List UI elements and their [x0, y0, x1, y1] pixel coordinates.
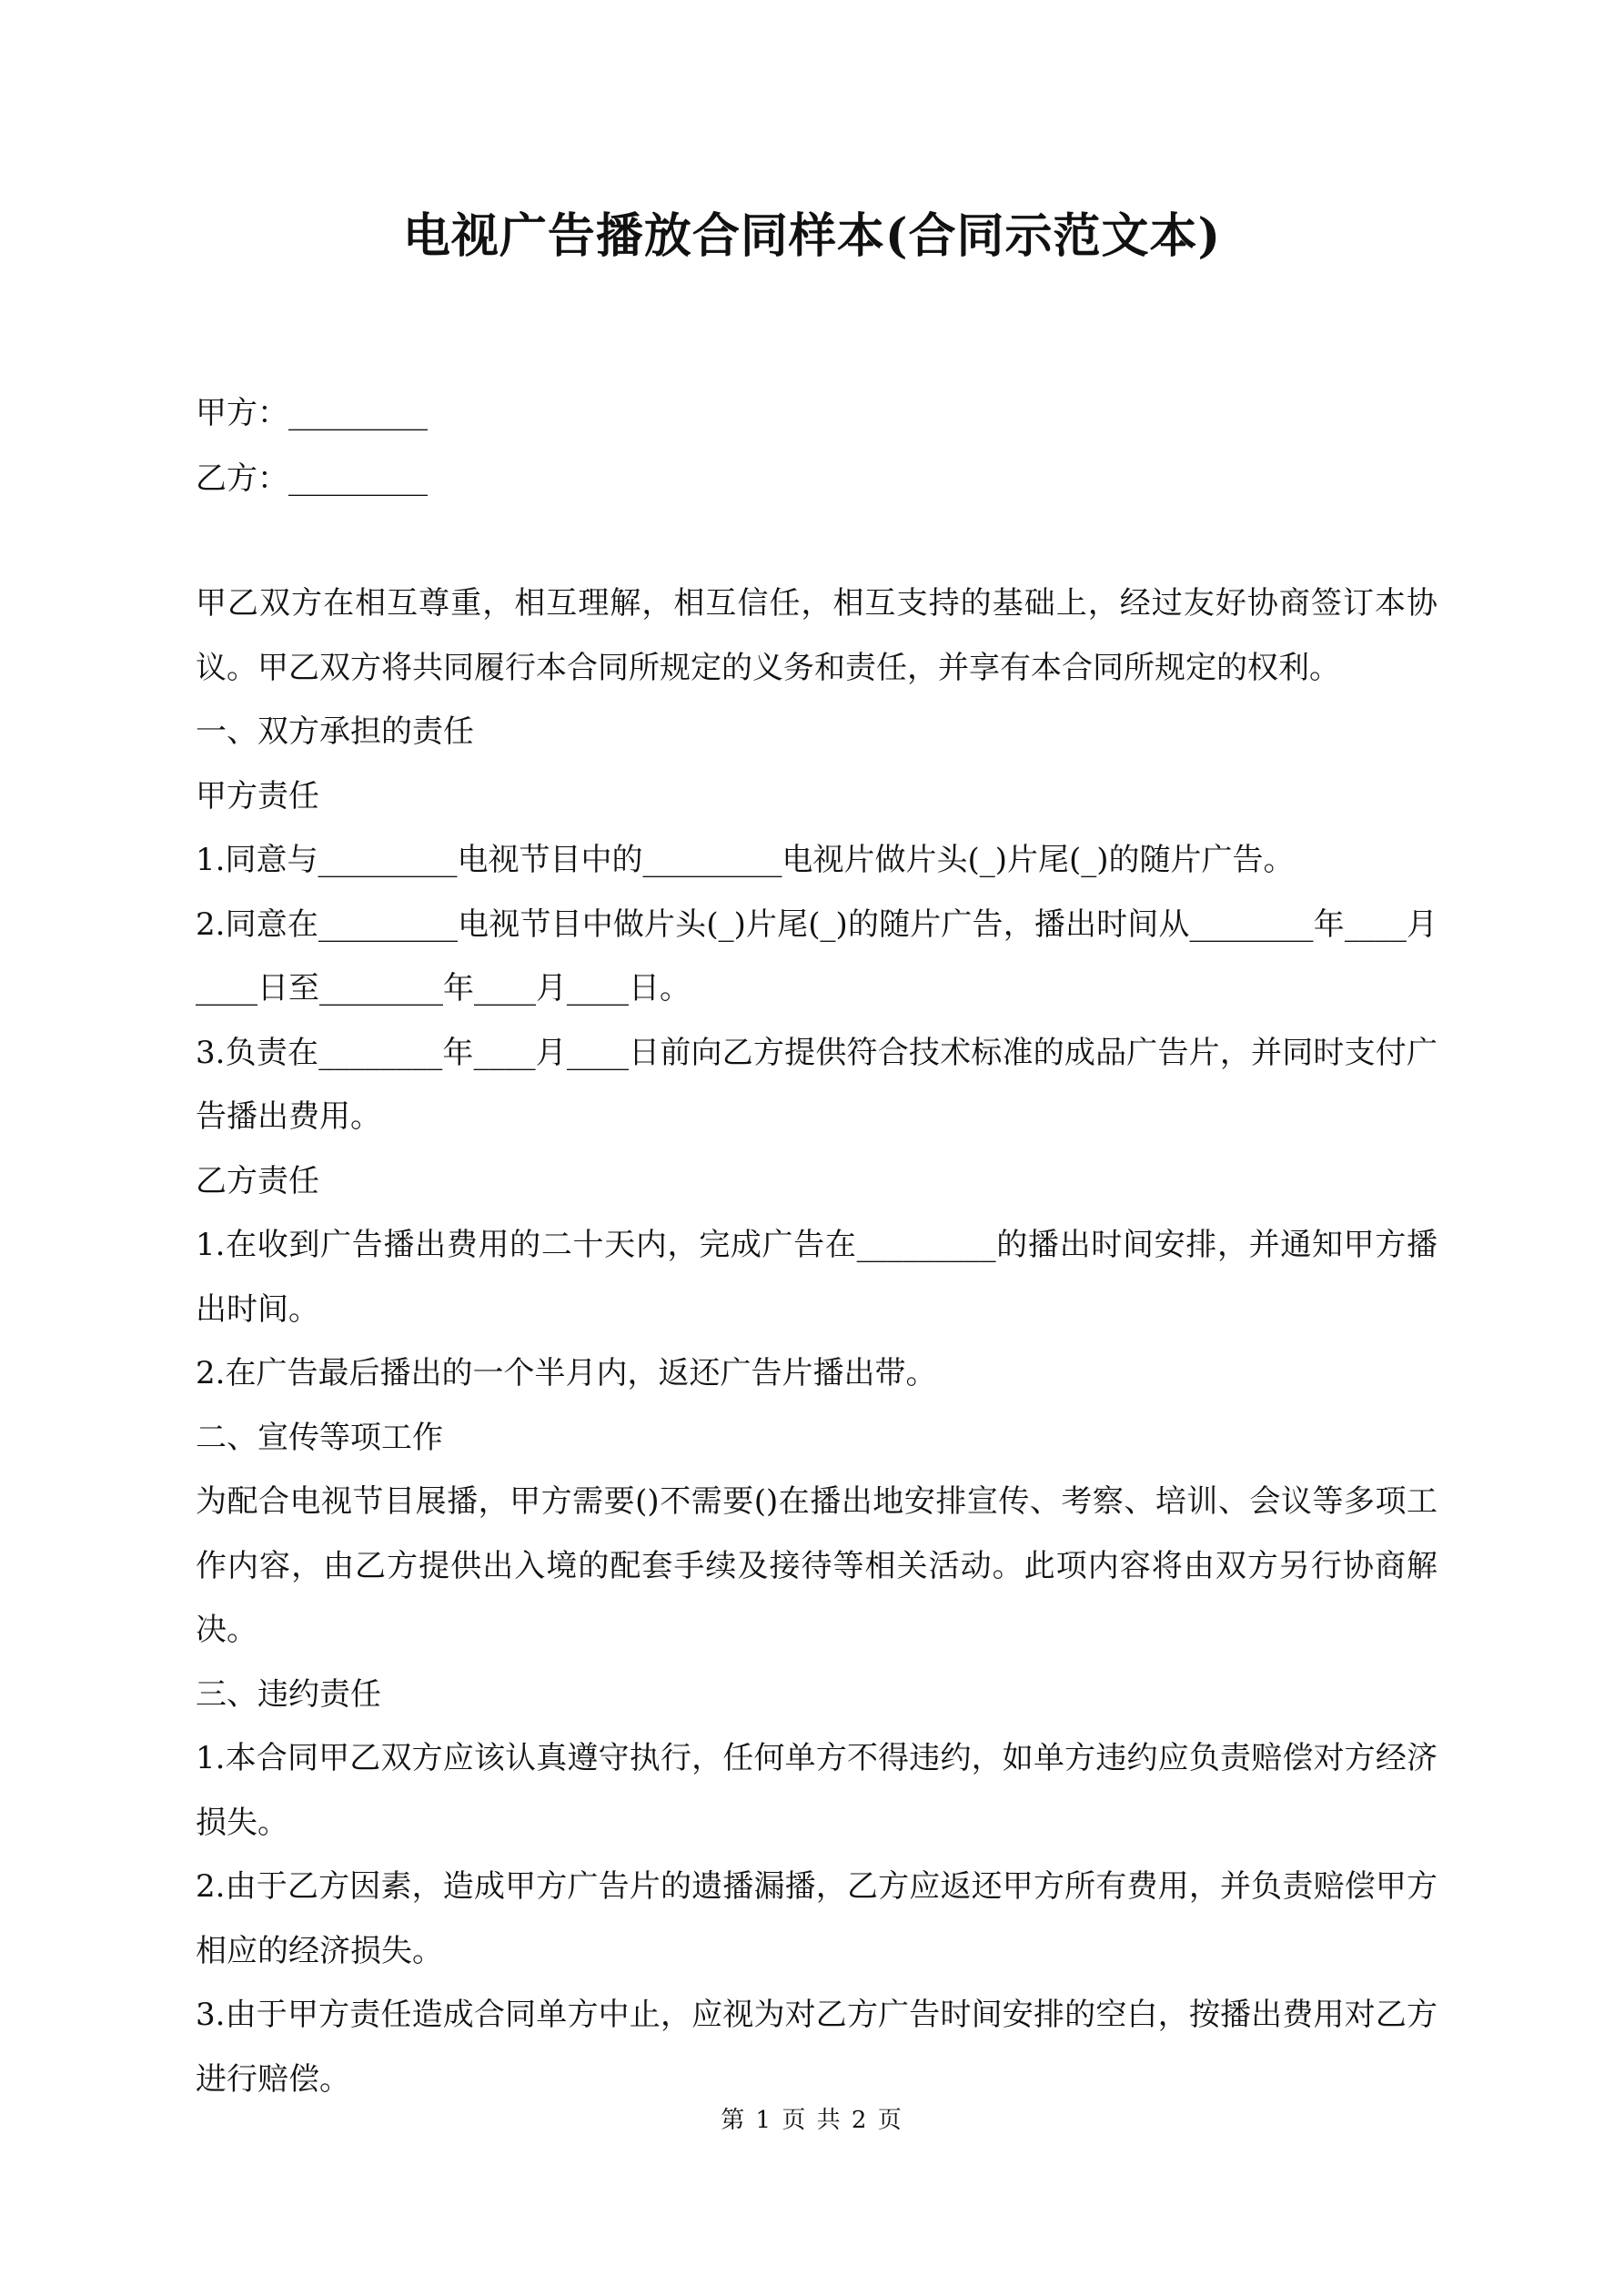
clause-a1: 1.同意与_________电视节目中的_________电视片做片头(_)片尾(_)的随片广告。: [196, 842, 1295, 878]
party-b-line: 乙方：_________: [196, 460, 428, 497]
subheading-party-a-duties: 甲方责任: [196, 777, 319, 814]
subheading-party-b-duties: 乙方责任: [196, 1162, 319, 1199]
clause-b1: 1.在收到广告播出费用的二十天内，完成广告在_________的播出时间安排，并通知甲方播出时间。: [196, 1227, 1437, 1328]
parties-block: [196, 380, 1469, 511]
section-heading-promotion: 二、宣传等项工作: [196, 1419, 443, 1456]
contract-body: [196, 571, 1437, 2111]
promotion-paragraph: 为配合电视节目展播，甲方需要()不需要()在播出地安排宣传、考察、培训、会议等多项工作内容，由乙方提供出入境的配套手续及接待等相关活动。此项内容将由双方另行协商解决。: [196, 1483, 1437, 1648]
document-title: 电视广告播放合同样本(合同示范文本): [402, 208, 1222, 264]
preamble-paragraph: 甲乙双方在相互尊重，相互理解，相互信任，相互支持的基础上，经过友好协商签订本协议。甲乙双方将共同履行本合同所规定的义务和责任，并享有本合同所规定的权利。: [196, 585, 1437, 686]
clause-b2: 2.在广告最后播出的一个半月内，返还广告片播出带。: [196, 1355, 937, 1391]
clause-breach-2: 2.由于乙方因素，造成甲方广告片的遗播漏播，乙方应返还甲方所有费用，并负责赔偿甲方相应的经济损失。: [196, 1868, 1437, 1969]
clause-a3: 3.负责在________年____月____日前向乙方提供符合技术标准的成品广告片，并同时支付广告播出费用。: [196, 1034, 1437, 1135]
clause-breach-3: 3.由于甲方责任造成合同单方中止，应视为对乙方广告时间安排的空白，按播出费用对乙方进行赔偿。: [196, 1997, 1437, 2098]
clause-breach-1: 1.本合同甲乙双方应该认真遵守执行，任何单方不得违约，如单方违约应负责赔偿对方经济损失。: [196, 1740, 1437, 1841]
clause-a2: 2.同意在_________电视节目中做片头(_)片尾(_)的随片广告，播出时间从________年____月____日至________年____月____日。: [196, 905, 1437, 1006]
page-number-footer: 第 1 页 共 2 页: [721, 2107, 903, 2134]
section-heading-responsibilities: 一、双方承担的责任: [196, 713, 474, 750]
section-heading-breach: 三、违约责任: [196, 1675, 381, 1713]
party-a-line: 甲方：_________: [196, 395, 428, 431]
